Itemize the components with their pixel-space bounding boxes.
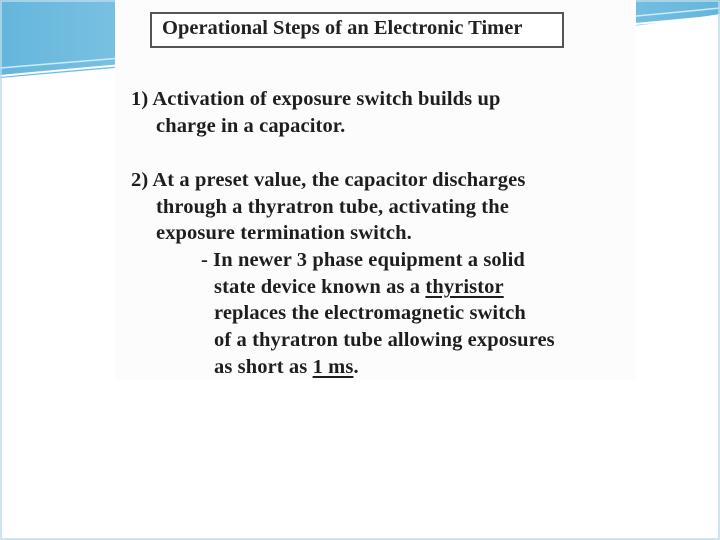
thyristor-term: thyristor — [425, 276, 504, 298]
note-line-2 — [214, 276, 504, 299]
step-2-line-1: 2) At a preset value, the capacitor discharges — [131, 169, 526, 191]
note-line-5-end: . — [353, 356, 359, 378]
step-2-line-3: exposure termination switch. — [156, 222, 412, 244]
note-line-3: replaces the electromagnetic switch — [214, 302, 526, 324]
title-box — [150, 12, 564, 48]
note-line-2-text: state device known as a — [214, 276, 426, 298]
step-2-line-2: through a thyratron tube, activating the — [156, 196, 509, 218]
exposure-time-value: 1 ms — [312, 356, 354, 378]
note-line-5-text: as short as — [214, 356, 313, 378]
page-title: Operational Steps of an Electronic Timer — [162, 17, 523, 39]
step-1-line-2: charge in a capacitor. — [156, 115, 346, 137]
step-1-line-1: 1) Activation of exposure switch builds up — [131, 88, 501, 110]
note-line-5 — [214, 356, 359, 379]
note-line-1: - In newer 3 phase equipment a solid — [201, 249, 525, 271]
scanned-page — [115, 0, 636, 380]
note-line-4: of a thyratron tube allowing exposures — [214, 329, 555, 351]
